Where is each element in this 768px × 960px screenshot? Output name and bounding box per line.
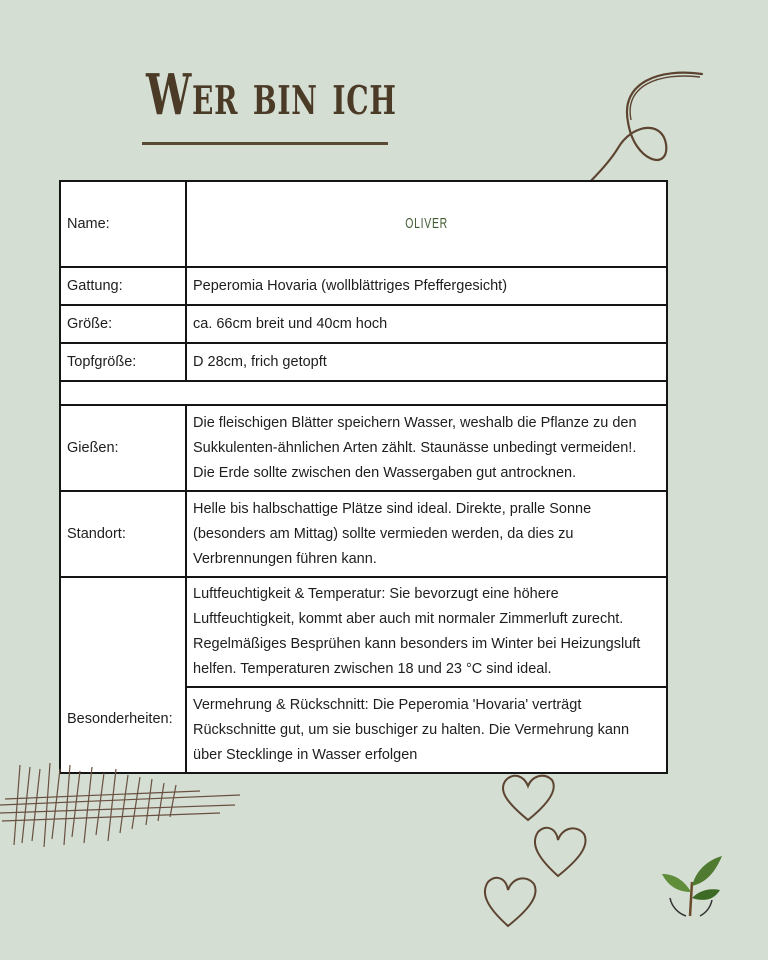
name-value (186, 181, 667, 267)
heart-icon (478, 872, 540, 932)
besonderheiten-value-2: Vermehrung & Rückschnitt: Die Peperomia 'Hovaria' verträgt Rückschnitte gut, um sie buschiger zu halten. Die Vermehrung kann über Stecklinge in Wasser erfolgen (186, 687, 667, 773)
topf-value: D 28cm, frich getopft (186, 343, 667, 381)
topf-label: Topfgröße: (60, 343, 186, 381)
table-row (60, 491, 667, 577)
gattung-value: Peperomia Hovaria (wollblättriges Pfeffergesicht) (186, 267, 667, 305)
standort-value: Helle bis halbschattige Plätze sind ideal. Direkte, pralle Sonne (besonders am Mittag) sollte vermieden werden, da dies zu Verbrennungen führen kann. (186, 491, 667, 577)
heart-icon (496, 770, 560, 826)
besonderheiten-label: Besonderheiten: (60, 577, 186, 773)
groesse-value: ca. 66cm breit und 40cm hoch (186, 305, 667, 343)
spacer-row (60, 381, 667, 405)
name-value-text: OLIVER (405, 215, 448, 232)
giessen-label: Gießen: (60, 405, 186, 491)
plant-profile-table (59, 180, 668, 774)
groesse-label: Größe: (60, 305, 186, 343)
title-underline (142, 142, 388, 145)
spacer-cell (60, 381, 667, 405)
table-row (60, 343, 667, 381)
table-row (60, 267, 667, 305)
page-title: Wer bin ich (146, 62, 397, 128)
table-row (60, 181, 667, 267)
table-row (60, 405, 667, 491)
table-row (60, 577, 667, 687)
table-row (60, 305, 667, 343)
standort-label: Standort: (60, 491, 186, 577)
besonderheiten-value-1: Luftfeuchtigkeit & Temperatur: Sie bevorzugt eine höhere Luftfeuchtigkeit, kommt aber auch mit normaler Zimmerluft zurecht. Regelmäßiges Besprühen kann besonders im Winter bei Heizungsluft helfen. Temperaturen zwischen 18 und 23 °C sind ideal. (186, 577, 667, 687)
scribble-icon (0, 755, 250, 855)
plant-recycle-icon (656, 852, 726, 922)
giessen-value: Die fleischigen Blätter speichern Wasser, weshalb die Pflanze zu den Sukkulenten-ähnlichen Arten zählt. Staunässe unbedingt vermeiden!. Die Erde sollte zwischen den Wassergaben gut antrocknen. (186, 405, 667, 491)
gattung-label: Gattung: (60, 267, 186, 305)
name-label: Name: (60, 181, 186, 267)
